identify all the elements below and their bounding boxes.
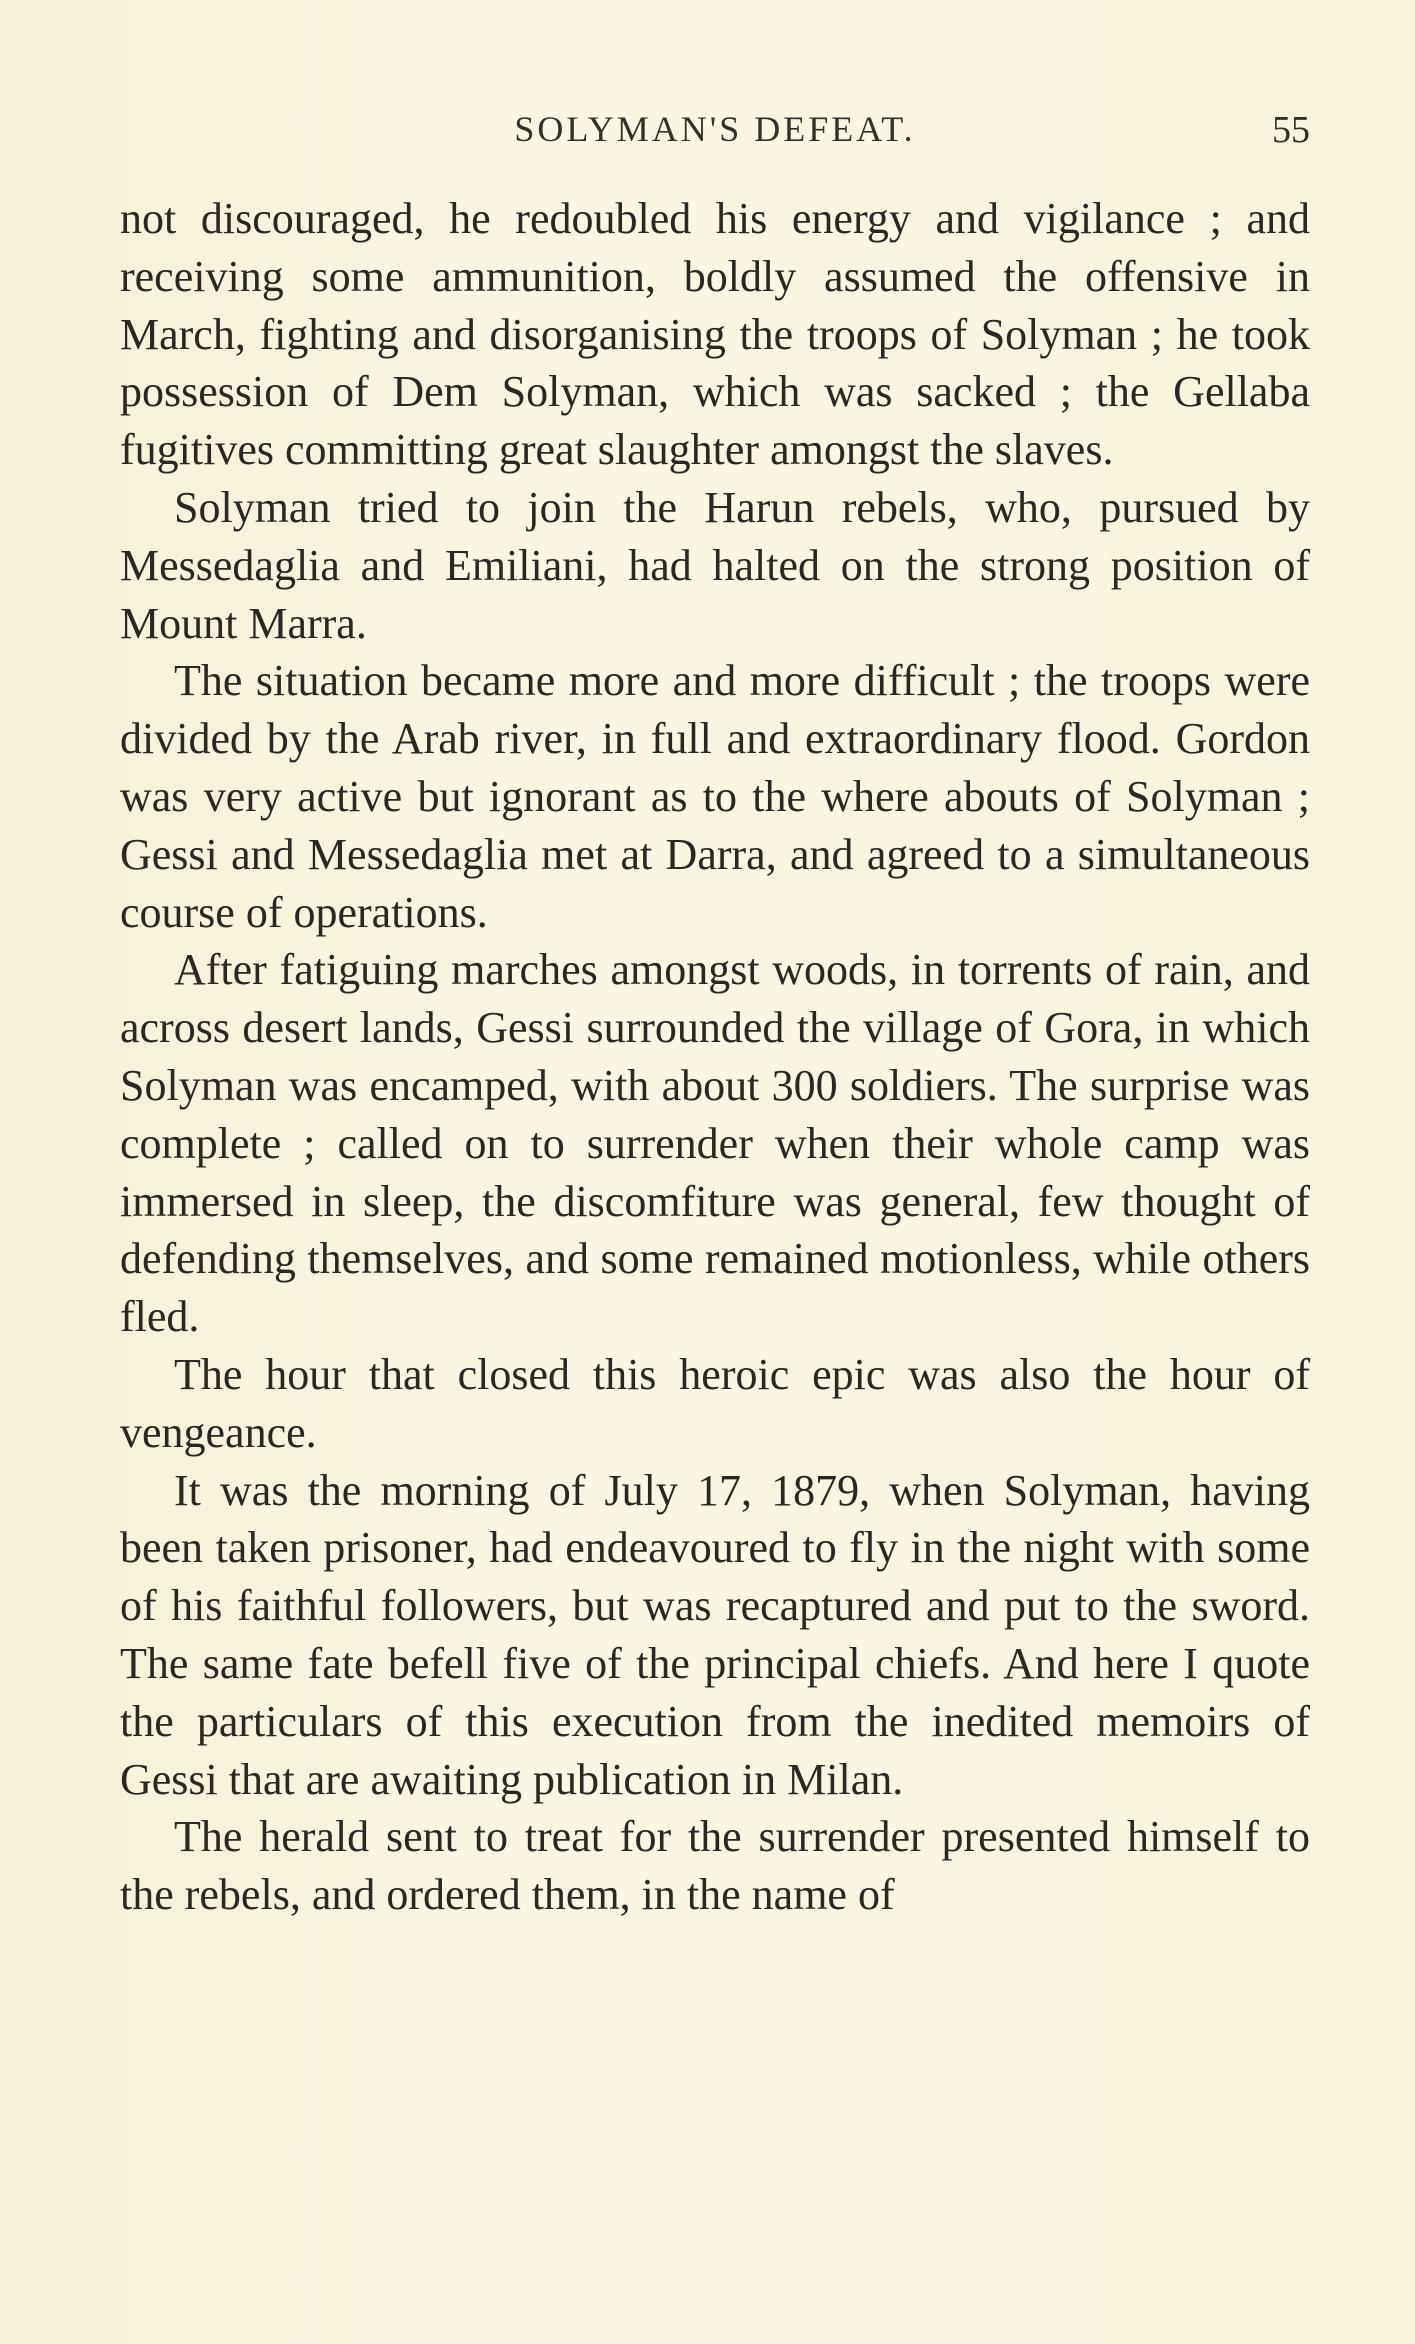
page-number: 55	[1272, 109, 1310, 151]
paragraph: It was the morning of July 17, 1879, when Solyman, having been taken prisoner, had endeavoured to fly in the night with some of his faithful followers, but was recaptured and put to the sword. The same fate befell five of the principal chiefs. And here I quote the particulars of this execution from the inedited memoirs of Gessi that are awaiting publication in Milan.	[120, 1465, 1310, 1804]
paragraph: Solyman tried to join the Harun rebels, who, pursued by Messedaglia and Emiliani, had halted on the strong position of Mount Marra.	[120, 482, 1310, 648]
paragraph-continued: not discouraged, he redoubled his energy and vigilance ; and receiving some ammunition, boldly assumed the offensive in March, fighting and disorganising the troops of Solyman ; he took possession of Dem Solyman, which was sacked ; the Gellaba fugitives committing great slaughter amongst the slaves.	[120, 194, 1310, 475]
paragraph: After fatiguing marches amongst woods, in torrents of rain, and across desert lands, Gessi surrounded the village of Gora, in which Solyman was encamped, with about 300 soldiers. The surprise was complete ; called on to surrender when their whole camp was immersed in sleep, the discomfiture was general, few thought of defending themselves, and some remained motionless, while others fled.	[120, 945, 1310, 1342]
paragraph: The hour that closed this heroic epic was also the hour of vengeance.	[120, 1349, 1310, 1457]
paragraph: The situation became more and more difficult ; the troops were divided by the Arab river, in full and extraordinary flood. Gordon was very active but ignorant as to the where abouts of Solyman ; Gessi and Messedaglia met at Darra, and agreed to a simultaneous course of operations.	[120, 656, 1310, 937]
body-text	[120, 190, 1310, 1924]
running-title: SOLYMAN'S DEFEAT.	[514, 109, 916, 149]
page-header	[120, 108, 1310, 158]
paragraph: The herald sent to treat for the surrender presented himself to the rebels, and ordered them, in the name of	[120, 1812, 1310, 1920]
